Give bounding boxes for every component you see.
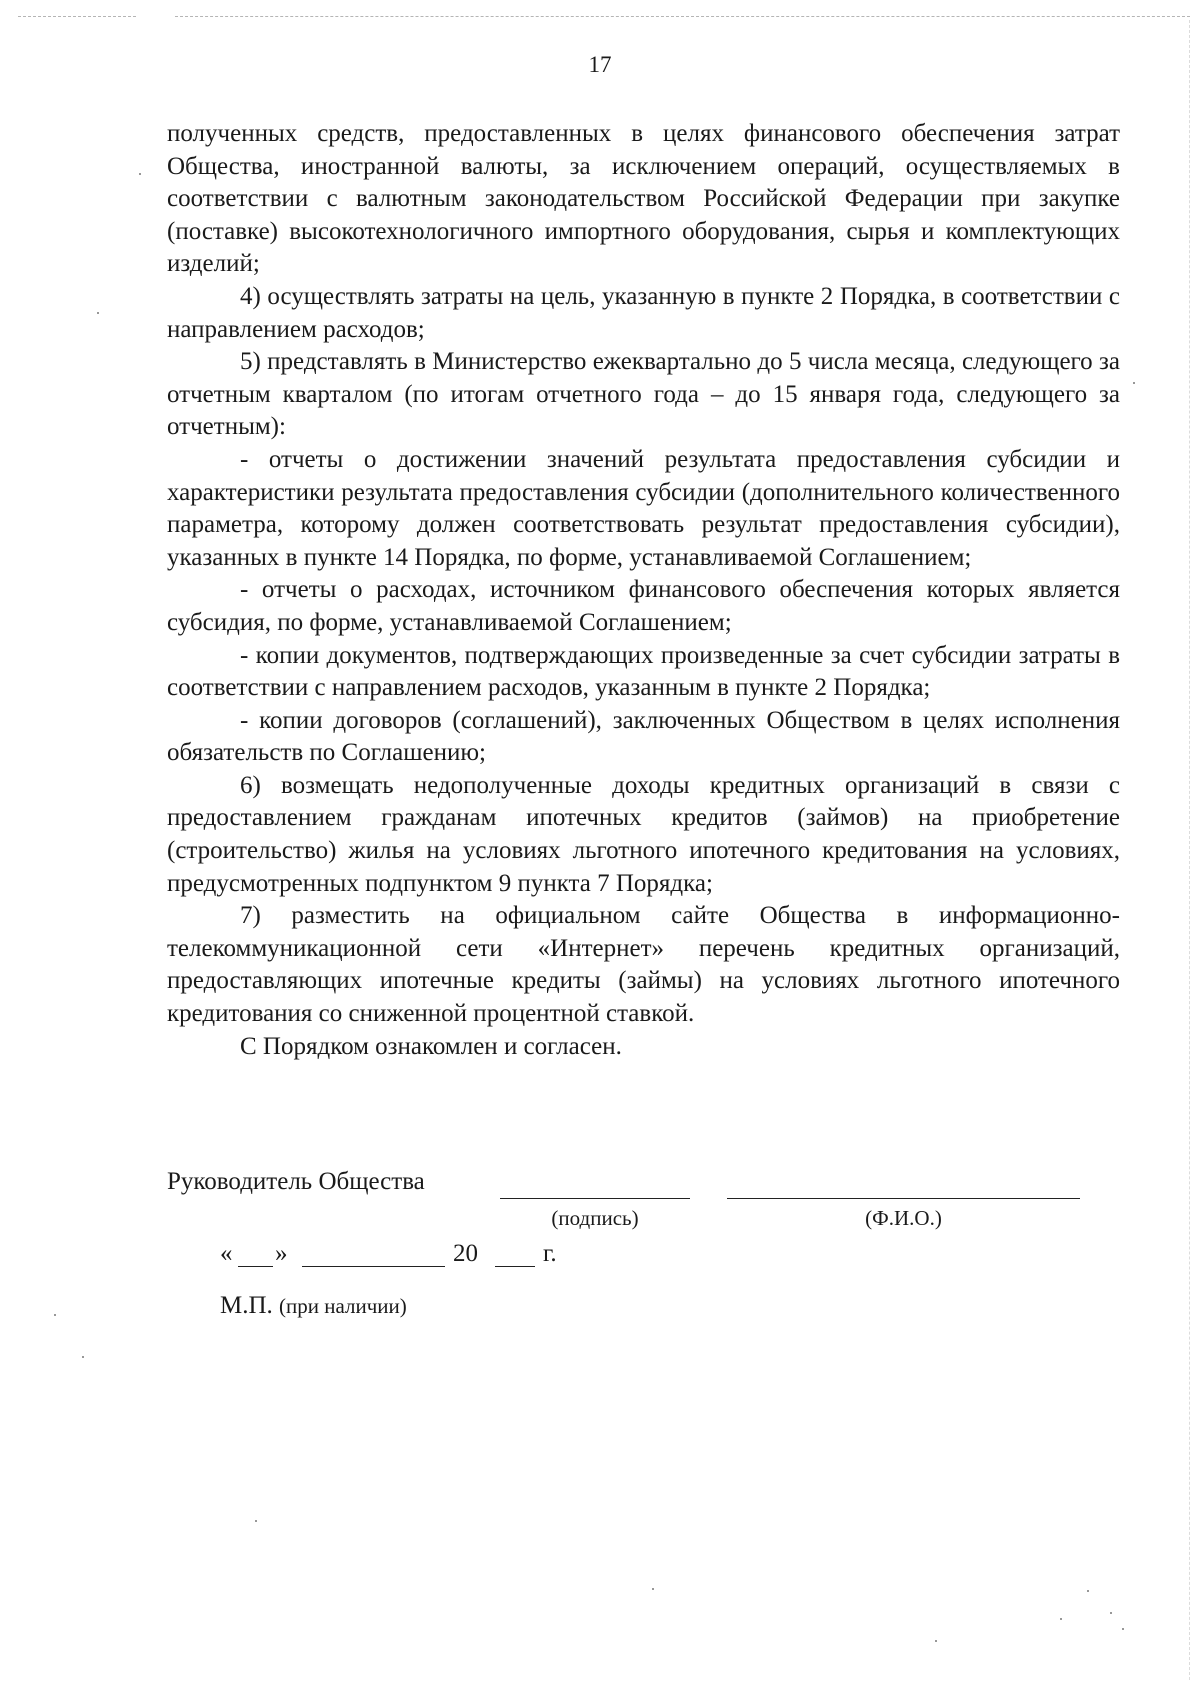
stamp-note: (при наличии) [279, 1294, 407, 1318]
scan-speck [1122, 1628, 1124, 1630]
signature-caption: (подпись) [551, 1206, 639, 1230]
date-quote-open: « [220, 1240, 233, 1267]
paragraph-item-6: 6) возмещать недополученные доходы кредитных организаций в связи с предоставлением гражданам ипотечных кредитов (займов) на приобретение (строительство) жилья на условиях льготного ипотечного кредитования на условиях, предусмотренных подпунктом 9 пункта 7 Порядка; [167, 771, 1120, 897]
scan-speck [1060, 1618, 1062, 1620]
scan-speck [1087, 1590, 1089, 1592]
date-day-line [238, 1266, 273, 1267]
scan-edge-top-right [175, 16, 1190, 17]
paragraph-contract-copies: - копии договоров (соглашений), заключенных Обществом в целях исполнения обязательств по Соглашению; [167, 706, 1120, 767]
scan-speck [82, 1356, 84, 1358]
date-quote-close: » [275, 1240, 288, 1267]
paragraph-item-4: 4) осуществлять затраты на цель, указанную в пункте 2 Порядка, в соответствии с направлением расходов; [167, 282, 1120, 343]
page-number: 17 [588, 52, 612, 77]
date-year-prefix: 20 [453, 1240, 478, 1267]
date-month-line [302, 1266, 445, 1267]
paragraph-acknowledgement: С Порядком ознакомлен и согласен. [240, 1032, 622, 1060]
stamp-label: М.П. [220, 1292, 273, 1319]
full-name-caption: (Ф.И.О.) [865, 1206, 942, 1230]
scan-speck [652, 1588, 654, 1590]
signature-line [500, 1198, 690, 1199]
paragraph-reports-results: - отчеты о достижении значений результата предоставления субсидии и характеристики результата предоставления субсидии (дополнительного количественного параметра, которому должен соответствовать результат предоставления субсидии), указанных в пункте 14 Порядка, по форме, устанавливаемой Соглашением; [167, 445, 1120, 571]
scan-edge-top-left [18, 16, 136, 17]
paragraph-continuation: полученных средств, предоставленных в целях финансового обеспечения затрат Общества, иностранной валюты, за исключением операций, осуществляемых в соответствии с валютным законодательством Российской Федерации при закупке (поставке) высокотехнологичного импортного оборудования, сырья и комплектующих изделий; [167, 120, 1120, 278]
paragraph-item-5: 5) представлять в Министерство ежеквартально до 5 числа месяца, следующего за отчетным кварталом (по итогам отчетного года – до 15 января года, следующего за отчетным): [167, 348, 1120, 441]
paragraph-item-7: 7) разместить на официальном сайте Общества в информационно-телекоммуникационной сети «Интернет» перечень кредитных организаций, предоставляющих ипотечные кредиты (займы) на условиях льготного ипотечного кредитования со сниженной процентной ставкой. [167, 902, 1120, 1028]
scan-speck [54, 1314, 56, 1316]
scan-speck [255, 1520, 257, 1522]
date-year-suffix: г. [543, 1240, 557, 1267]
scan-edge-right [1189, 20, 1190, 1680]
signature-block [167, 1168, 1120, 1408]
document-body [167, 118, 1120, 1063]
paragraph-document-copies: - копии документов, подтверждающих произведенные за счет субсидии затраты в соответствии с направлением расходов, указанным в пункте 2 Порядка; [167, 641, 1120, 702]
scan-speck [935, 1640, 937, 1642]
date-year-line [495, 1266, 535, 1267]
paragraph-reports-expenses: - отчеты о расходах, источником финансового обеспечения которых является субсидия, по форме, устанавливаемой Соглашением; [167, 576, 1120, 636]
stamp-place [220, 1292, 407, 1320]
full-name-line [727, 1198, 1080, 1199]
scan-speck [1133, 382, 1135, 384]
signatory-label: Руководитель Общества [167, 1168, 425, 1195]
scan-speck [1110, 1612, 1112, 1614]
scan-speck [97, 312, 99, 314]
date-row [220, 1240, 620, 1276]
scan-speck [139, 173, 141, 175]
